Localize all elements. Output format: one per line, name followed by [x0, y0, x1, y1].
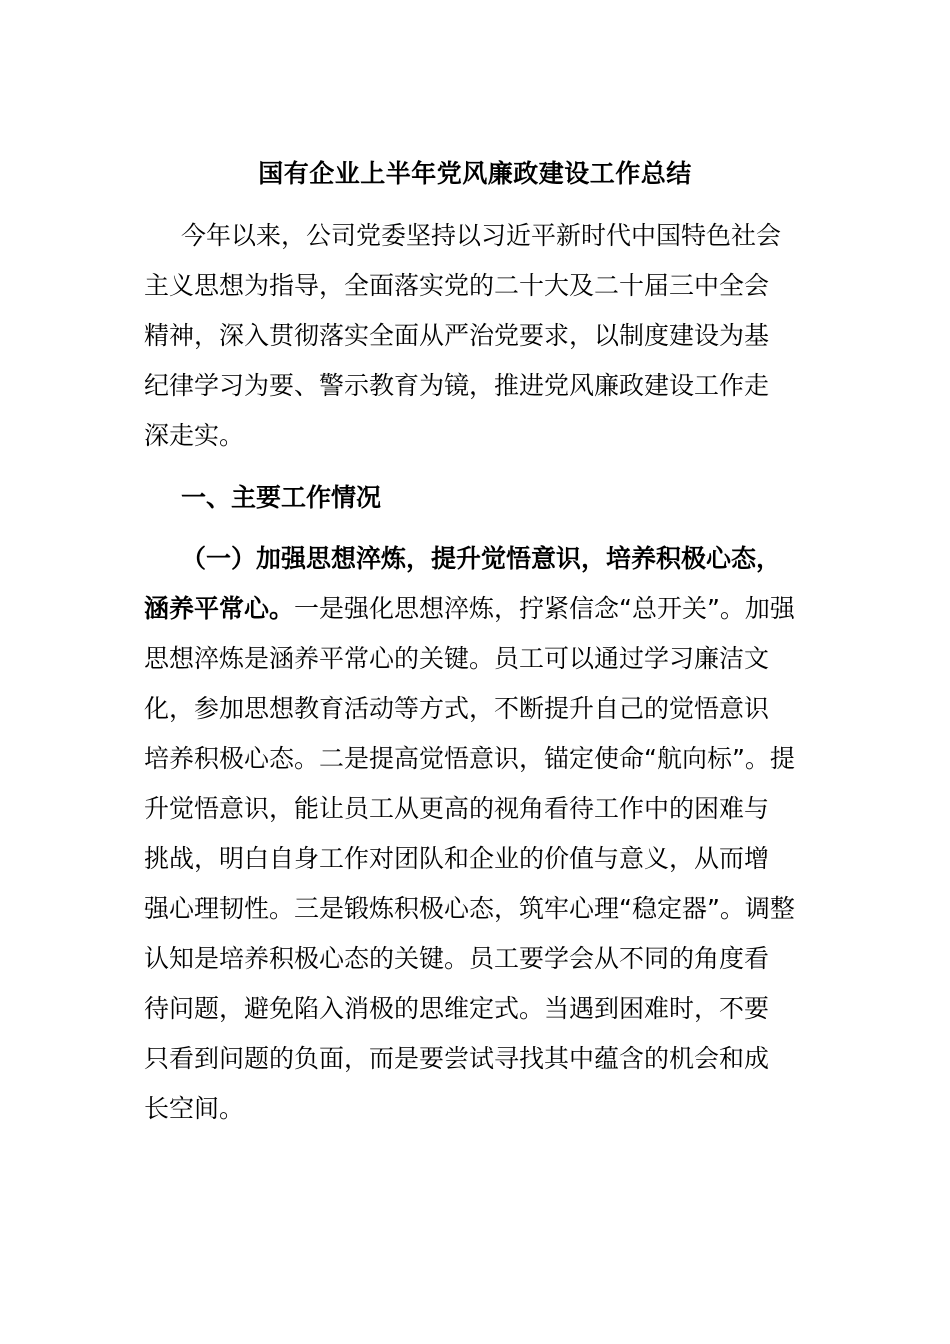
body-line-7: 认知是培养积极心态的关键。员工要学会从不同的角度看: [144, 944, 770, 973]
body-line-6: 强心理韧性。三是锻炼积极心态，筑牢心理“稳定器”。调整: [144, 894, 795, 923]
section-heading: 一、主要工作情况: [181, 483, 382, 512]
subsection-line-2-text: 一是强化思想淬炼，拧紧信念“总开关”。加强: [294, 594, 795, 623]
body-line-1: 思想淬炼是涵养平常心的关键。员工可以通过学习廉洁文: [144, 644, 770, 673]
body-line-2: 化，参加思想教育活动等方式，不断提升自己的觉悟意识: [144, 694, 770, 723]
subsection-line-2: [144, 591, 824, 627]
body-line-4: 升觉悟意识，能让员工从更高的视角看待工作中的困难与: [144, 794, 770, 823]
intro-line-2: 主义思想为指导，全面落实党的二十大及二十届三中全会: [144, 271, 770, 300]
intro-line-3: 精神，深入贯彻落实全面从严治党要求，以制度建设为基: [144, 321, 770, 350]
intro-line-4: 纪律学习为要、警示教育为镜，推进党风廉政建设工作走: [144, 371, 770, 400]
subsection-heading-end: 涵养平常心。: [144, 594, 295, 623]
body-line-8: 待问题，避免陷入消极的思维定式。当遇到困难时，不要: [144, 994, 770, 1023]
intro-line-5: 深走实。: [144, 421, 245, 450]
body-line-3: 培养积极心态。二是提高觉悟意识，锚定使命“航向标”。提: [144, 744, 795, 773]
document-title: 国有企业上半年党风廉政建设工作总结: [258, 159, 692, 188]
body-line-10: 长空间。: [144, 1094, 245, 1123]
body-line-9: 只看到问题的负面，而是要尝试寻找其中蕴含的机会和成: [144, 1044, 770, 1073]
intro-line-1: 今年以来，公司党委坚持以习近平新时代中国特色社会: [181, 221, 782, 250]
subsection-heading: （一）加强思想淬炼，提升觉悟意识，培养积极心态，: [181, 544, 782, 573]
body-line-5: 挑战，明白自身工作对团队和企业的价值与意义，从而增: [144, 844, 770, 873]
